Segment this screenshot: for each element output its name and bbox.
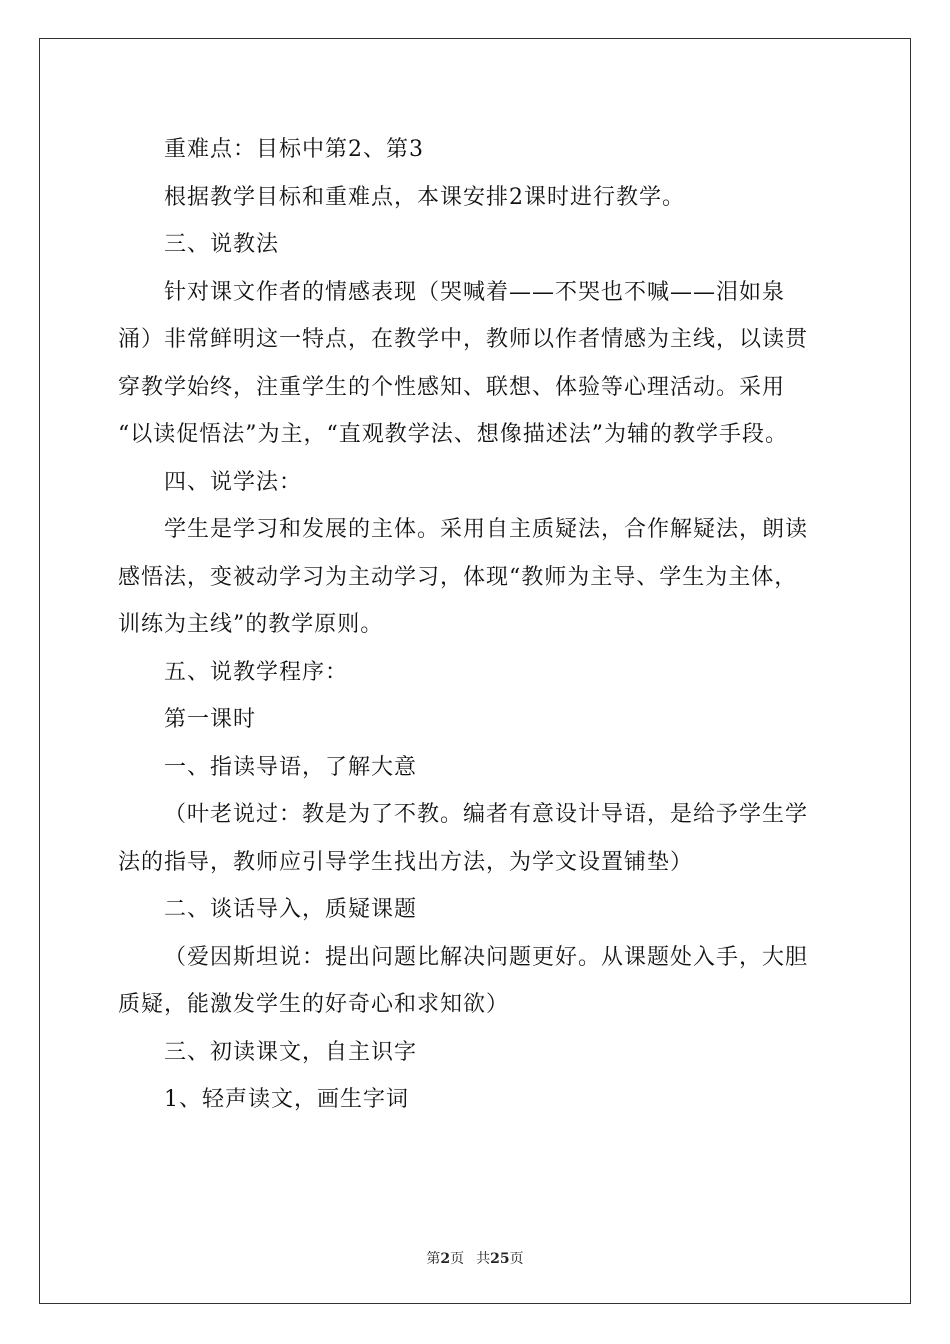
text-line: 训练为主线”的教学原则。 <box>118 612 384 637</box>
text-line: 涌）非常鲜明这一特点，在教学中，教师以作者情感为主线，以读贯 <box>118 327 809 352</box>
text-line: （爱因斯坦说：提出问题比解决问题更好。从课题处入手，大胆 <box>164 944 809 970</box>
text-line: 一、指读导语，了解大意 <box>164 754 418 780</box>
text-line: 质疑，能激发学生的好奇心和求知欲） <box>118 992 510 1017</box>
footer-total-suffix: 页 <box>509 1251 524 1267</box>
text-line: 学生是学习和发展的主体。采用自主质疑法，合作解疑法，朗读 <box>164 517 809 542</box>
text-line: 重难点：目标中第2、第3 <box>164 137 424 162</box>
text-line: （叶老说过：教是为了不教。编者有意设计导语，是给予学生学 <box>164 802 809 827</box>
footer-page-suffix: 页 <box>450 1251 465 1267</box>
document-body <box>118 126 848 1124</box>
page-footer <box>0 1248 950 1268</box>
text-line: 法的指导，教师应引导学生找出方法，为学文设置铺垫） <box>118 849 694 875</box>
current-page-number: 2 <box>440 1251 451 1267</box>
text-line: 穿教学始终，注重学生的个性感知、联想、体验等心理活动。采用 <box>118 374 786 400</box>
text-line: “以读促悟法”为主，“直观教学法、想像描述法”为辅的教学手段。 <box>118 422 788 447</box>
text-line: 针对课文作者的情感表现（哭喊着——不哭也不喊——泪如泉 <box>164 279 786 305</box>
text-line: 第一课时 <box>164 707 257 732</box>
total-pages-number: 25 <box>490 1251 510 1267</box>
text-line: 三、说教法 <box>164 232 280 257</box>
footer-prefix: 第 <box>426 1251 441 1267</box>
text-line: 1、轻声读文，画生字词 <box>164 1087 409 1112</box>
text-line: 二、谈话导入，质疑课题 <box>164 897 418 922</box>
footer-total-prefix: 共 <box>476 1251 491 1267</box>
text-line: 感悟法，变被动学习为主动学习，体现“教师为主导、学生为主体， <box>118 564 798 590</box>
text-line: 根据教学目标和重难点，本课安排2课时进行教学。 <box>164 184 685 210</box>
text-line: 三、初读课文，自主识字 <box>164 1039 418 1065</box>
text-line: 四、说学法： <box>164 469 303 495</box>
text-line: 五、说教学程序： <box>164 659 349 685</box>
